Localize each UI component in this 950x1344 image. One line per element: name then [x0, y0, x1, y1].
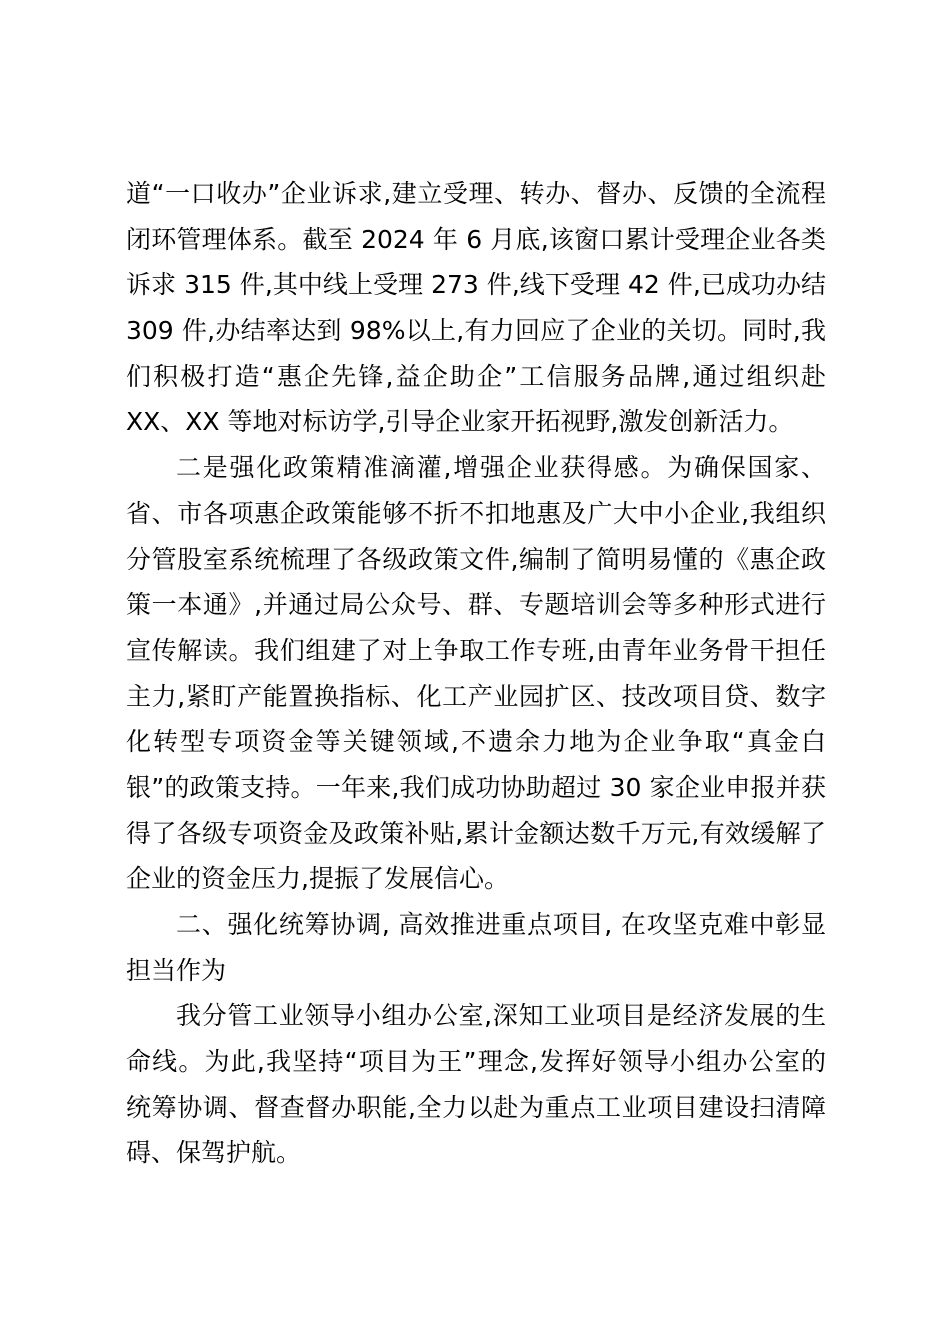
paragraph — [126, 993, 826, 1176]
paragraph — [126, 445, 826, 902]
text-line: 诉求 315 件,其中线上受理 273 件,线下受理 42 件,已成功办结 — [126, 270, 826, 300]
paragraph — [126, 171, 826, 445]
text-line: 二是强化政策精准滴灌,增强企业获得感。为确保国家、 — [176, 453, 826, 483]
heading-line: 担当作为 — [126, 955, 227, 985]
text-line: 们积极打造“惠企先锋,益企助企”工信服务品牌,通过组织赴 — [126, 361, 826, 391]
heading-line: 二、强化统筹协调, 高效推进重点项目, 在攻坚克难中彰显 — [176, 910, 826, 939]
text-line: 统筹协调、督查督办职能,全力以赴为重点工业项目建设扫清障 — [126, 1092, 826, 1122]
text-line: 得了各级专项资金及政策补贴,累计金额达数千万元,有效缓解了 — [126, 818, 826, 848]
text-line: 碍、保驾护航。 — [126, 1138, 302, 1168]
text-line: XX、XX 等地对标访学,引导企业家开拓视野,激发创新活力。 — [126, 407, 794, 437]
text-line: 我分管工业领导小组办公室,深知工业项目是经济发展的生 — [176, 1001, 826, 1031]
document-body — [126, 171, 826, 1176]
text-line: 企业的资金压力,提振了发展信心。 — [126, 864, 509, 894]
text-line: 省、市各项惠企政策能够不折不扣地惠及广大中小企业,我组织 — [126, 498, 826, 528]
text-line: 闭环管理体系。截至 2024 年 6 月底,该窗口累计受理企业各类 — [126, 224, 826, 254]
text-line: 宣传解读。我们组建了对上争取工作专班,由青年业务骨干担任 — [126, 635, 826, 665]
text-line: 主力,紧盯产能置换指标、化工产业园扩区、技改项目贷、数字 — [126, 681, 826, 711]
text-line: 道“一口收办”企业诉求,建立受理、转办、督办、反馈的全流程 — [126, 179, 826, 208]
text-line: 策一本通》,并通过局公众号、群、专题培训会等多种形式进行 — [126, 590, 826, 620]
section-heading — [126, 902, 826, 993]
text-line: 分管股室系统梳理了各级政策文件,编制了简明易懂的《惠企政 — [126, 544, 826, 574]
text-line: 银”的政策支持。一年来,我们成功协助超过 30 家企业申报并获 — [126, 772, 826, 802]
text-line: 309 件,办结率达到 98%以上,有力回应了企业的关切。同时,我 — [126, 316, 826, 346]
text-line: 命线。为此,我坚持“项目为王”理念,发挥好领导小组办公室的 — [126, 1047, 826, 1077]
text-line: 化转型专项资金等关键领域,不遗余力地为企业争取“真金白 — [126, 727, 826, 757]
